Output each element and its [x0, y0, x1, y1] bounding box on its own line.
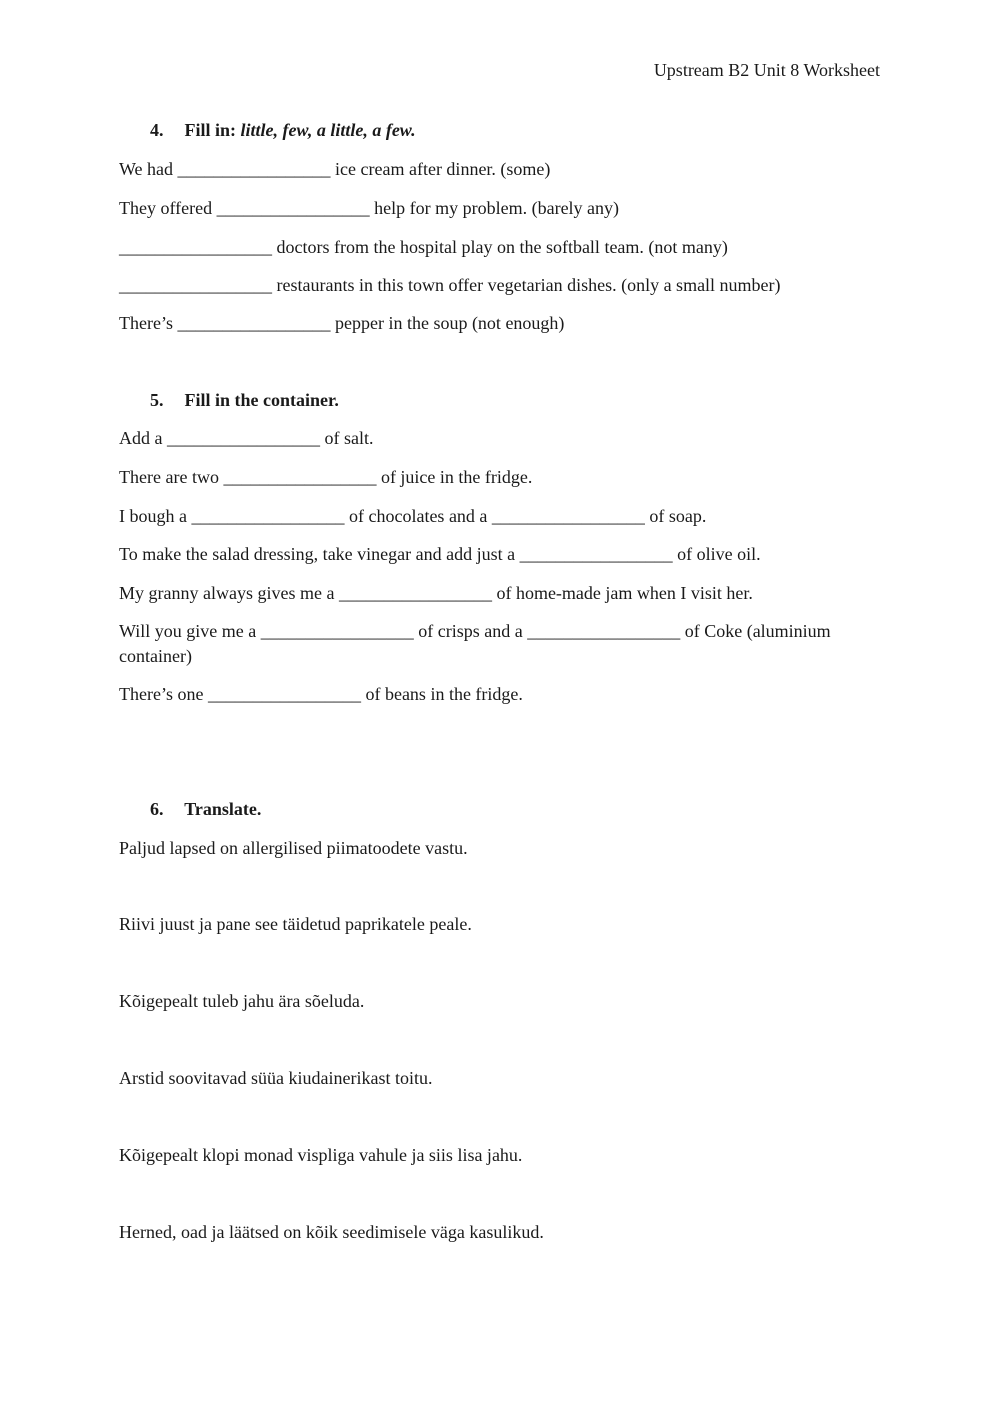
- section-number: 4.: [150, 120, 164, 140]
- exercise-item: There are two _________________ of juice in the fridge.: [119, 467, 533, 487]
- exercise-item: We had _________________ ice cream after dinner. (some): [119, 159, 551, 179]
- section-title: Fill in the container.: [184, 390, 339, 410]
- section-6-heading: [150, 799, 261, 820]
- exercise-item: _________________ doctors from the hospital play on the softball team. (not many): [119, 237, 728, 257]
- exercise-item: There’s one _________________ of beans in the fridge.: [119, 684, 523, 704]
- exercise-item: They offered _________________ help for my problem. (barely any): [119, 198, 620, 218]
- section-4-heading: [150, 120, 416, 141]
- section-5-heading: [150, 390, 339, 411]
- translation-item: Kõigepealt tuleb jahu ära sõeluda.: [119, 991, 365, 1011]
- exercise-item: Will you give me a _________________ of crisps and a _________________ of Coke (aluminium container): [119, 621, 831, 666]
- exercise-item: I bough a _________________ of chocolates and a _________________ of soap.: [119, 506, 707, 526]
- page-header: Upstream B2 Unit 8 Worksheet: [653, 60, 880, 80]
- section-title: Fill in:: [184, 120, 237, 140]
- translation-item: Paljud lapsed on allergilised piimatoodete vastu.: [119, 838, 468, 858]
- section-title: Translate.: [184, 799, 262, 819]
- translation-item: Arstid soovitavad süüa kiudainerikast toitu.: [119, 1068, 433, 1088]
- section-number: 6.: [150, 799, 164, 819]
- exercise-item: My granny always gives me a _________________ of home-made jam when I visit her.: [119, 583, 753, 603]
- translation-item: Riivi juust ja pane see täidetud paprikatele peale.: [119, 914, 472, 934]
- exercise-item: _________________ restaurants in this town offer vegetarian dishes. (only a small number): [119, 275, 781, 295]
- translation-item: Herned, oad ja läätsed on kõik seedimisele väga kasulikud.: [119, 1222, 544, 1242]
- exercise-item: Add a _________________ of salt.: [119, 428, 374, 448]
- section-title-words: little, few, a little, a few.: [240, 120, 416, 140]
- exercise-item: There’s _________________ pepper in the soup (not enough): [119, 313, 565, 333]
- exercise-item: To make the salad dressing, take vinegar and add just a _________________ of olive oil.: [119, 544, 761, 564]
- section-number: 5.: [150, 390, 164, 410]
- translation-item: Kõigepealt klopi monad vispliga vahule ja siis lisa jahu.: [119, 1145, 523, 1165]
